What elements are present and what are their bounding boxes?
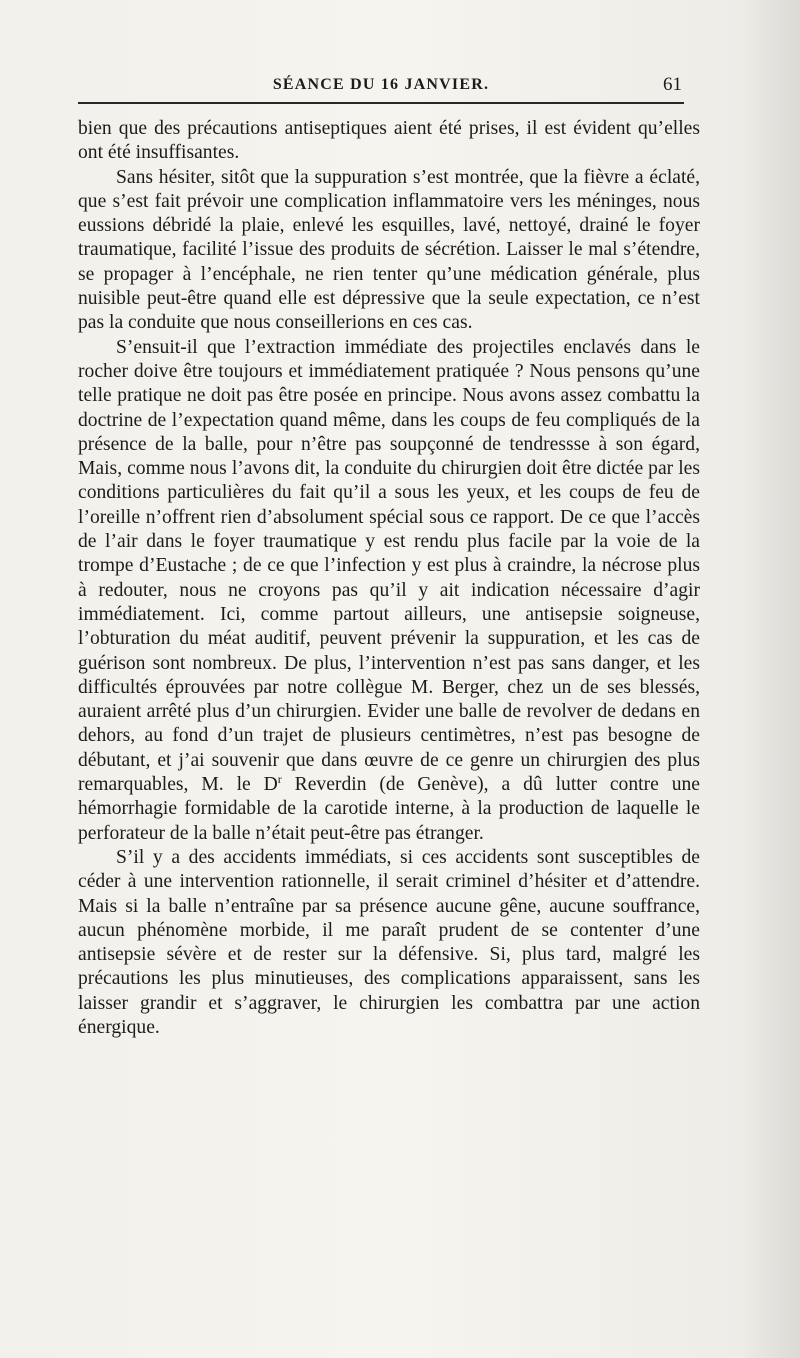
paragraph-3: [78, 336, 700, 846]
running-title: SÉANCE DU 16 JANVIER.: [272, 76, 490, 93]
header-rule: [78, 102, 684, 104]
paragraph-2: Sans hésiter, sitôt que la suppuration s’est montrée, que la fièvre a éclaté, que s’est fait prévoir une complication inflammatoire vers les méninges, nous eussions débridé la plaie, enlevé les esquilles, lavé, nettoyé, drainé le foyer traumatique, facilité l’issue des produits de sécrétion. Laisser le mal s’étendre, se propager à l’encéphale, ne rien tenter qu’une médication générale, plus nuisible peut-être quand elle est dépressive que la seule expectation, ce n’est pas la conduite que nous conseillerions en ces cas.: [78, 166, 700, 334]
page-header: [78, 74, 684, 100]
paragraph-3-text-b: Reverdin (de Genève), a dû lutter contre une hémorrhagie formidable de la carotide interne, à la production de laquelle le perforateur de la balle n’était peut-être pas étranger.: [78, 774, 700, 844]
body-text: [78, 117, 700, 1040]
paragraph-3-text-a: S’ensuit-il que l’extraction immédiate des projectiles enclavés dans le rocher doive être toujours et immédiatement pratiquée ? Nous pensons qu’une telle pratique ne doit pas être posée en principe. Nous avons assez combattu la doctrine de l’expectation quand même, dans les coups de feu compliqués de la présence de la balle, pour n’être pas soupçonné de tendressse à son égard, Mais, comme nous l’avons dit, la conduite du chirurgien doit être dictée par les conditions particulières du fait qu’il a sous les yeux, et les coups de feu de l’oreille n’offrent rien d’absolument spécial sous ce rapport. De ce que l’accès de l’air dans le foyer traumatique y est rendu plus facile par la voie de la trompe d’Eustache ; de ce que l’infection y est plus à craindre, la nécrose plus à redouter, nous ne croyons pas qu’il y ait indication nécessaire d’agir immédiatement. Ici, comme partout ailleurs, une antisepsie soigneuse, l’obturation du méat auditif, peuvent prévenir la suppuration, et les cas de guérison sont nombreux. De plus, l’intervention n’est pas sans danger, et les difficultés éprouvées par notre collègue M. Berger, chez un de ses blessés, auraient arrêté plus d’un chirurgien. Evider une balle de revolver de dedans en dehors, au fond d’un trajet de plusieurs centimètres, n’est pas besogne de débutant, et j’ai souvenir que dans œuvre de ce genre un chirurgien des plus remarquables, M. le D: [78, 336, 700, 796]
paragraph-4: S’il y a des accidents immédiats, si ces accidents sont susceptibles de céder à une intervention rationnelle, il serait criminel d’hésiter et d’attendre. Mais si la balle n’entraîne par sa présence aucune gêne, aucune souffrance, aucun phénomène morbide, il me paraît prudent de se contenter d’une antisepsie sévère et de rester sur la défensive. Si, plus tard, malgré les précautions les plus minutieuses, des complications apparaissent, sans les laisser grandir et s’aggraver, le chirurgien les combattra par une action énergique.: [78, 846, 700, 1038]
doctor-superscript: r: [277, 772, 282, 787]
paragraph-1: bien que des précautions antiseptiques aient été prises, il est évident qu’elles ont été insuffisantes.: [78, 118, 700, 164]
page-number: 61: [663, 74, 682, 95]
page-edge-shadow: [740, 0, 800, 1358]
